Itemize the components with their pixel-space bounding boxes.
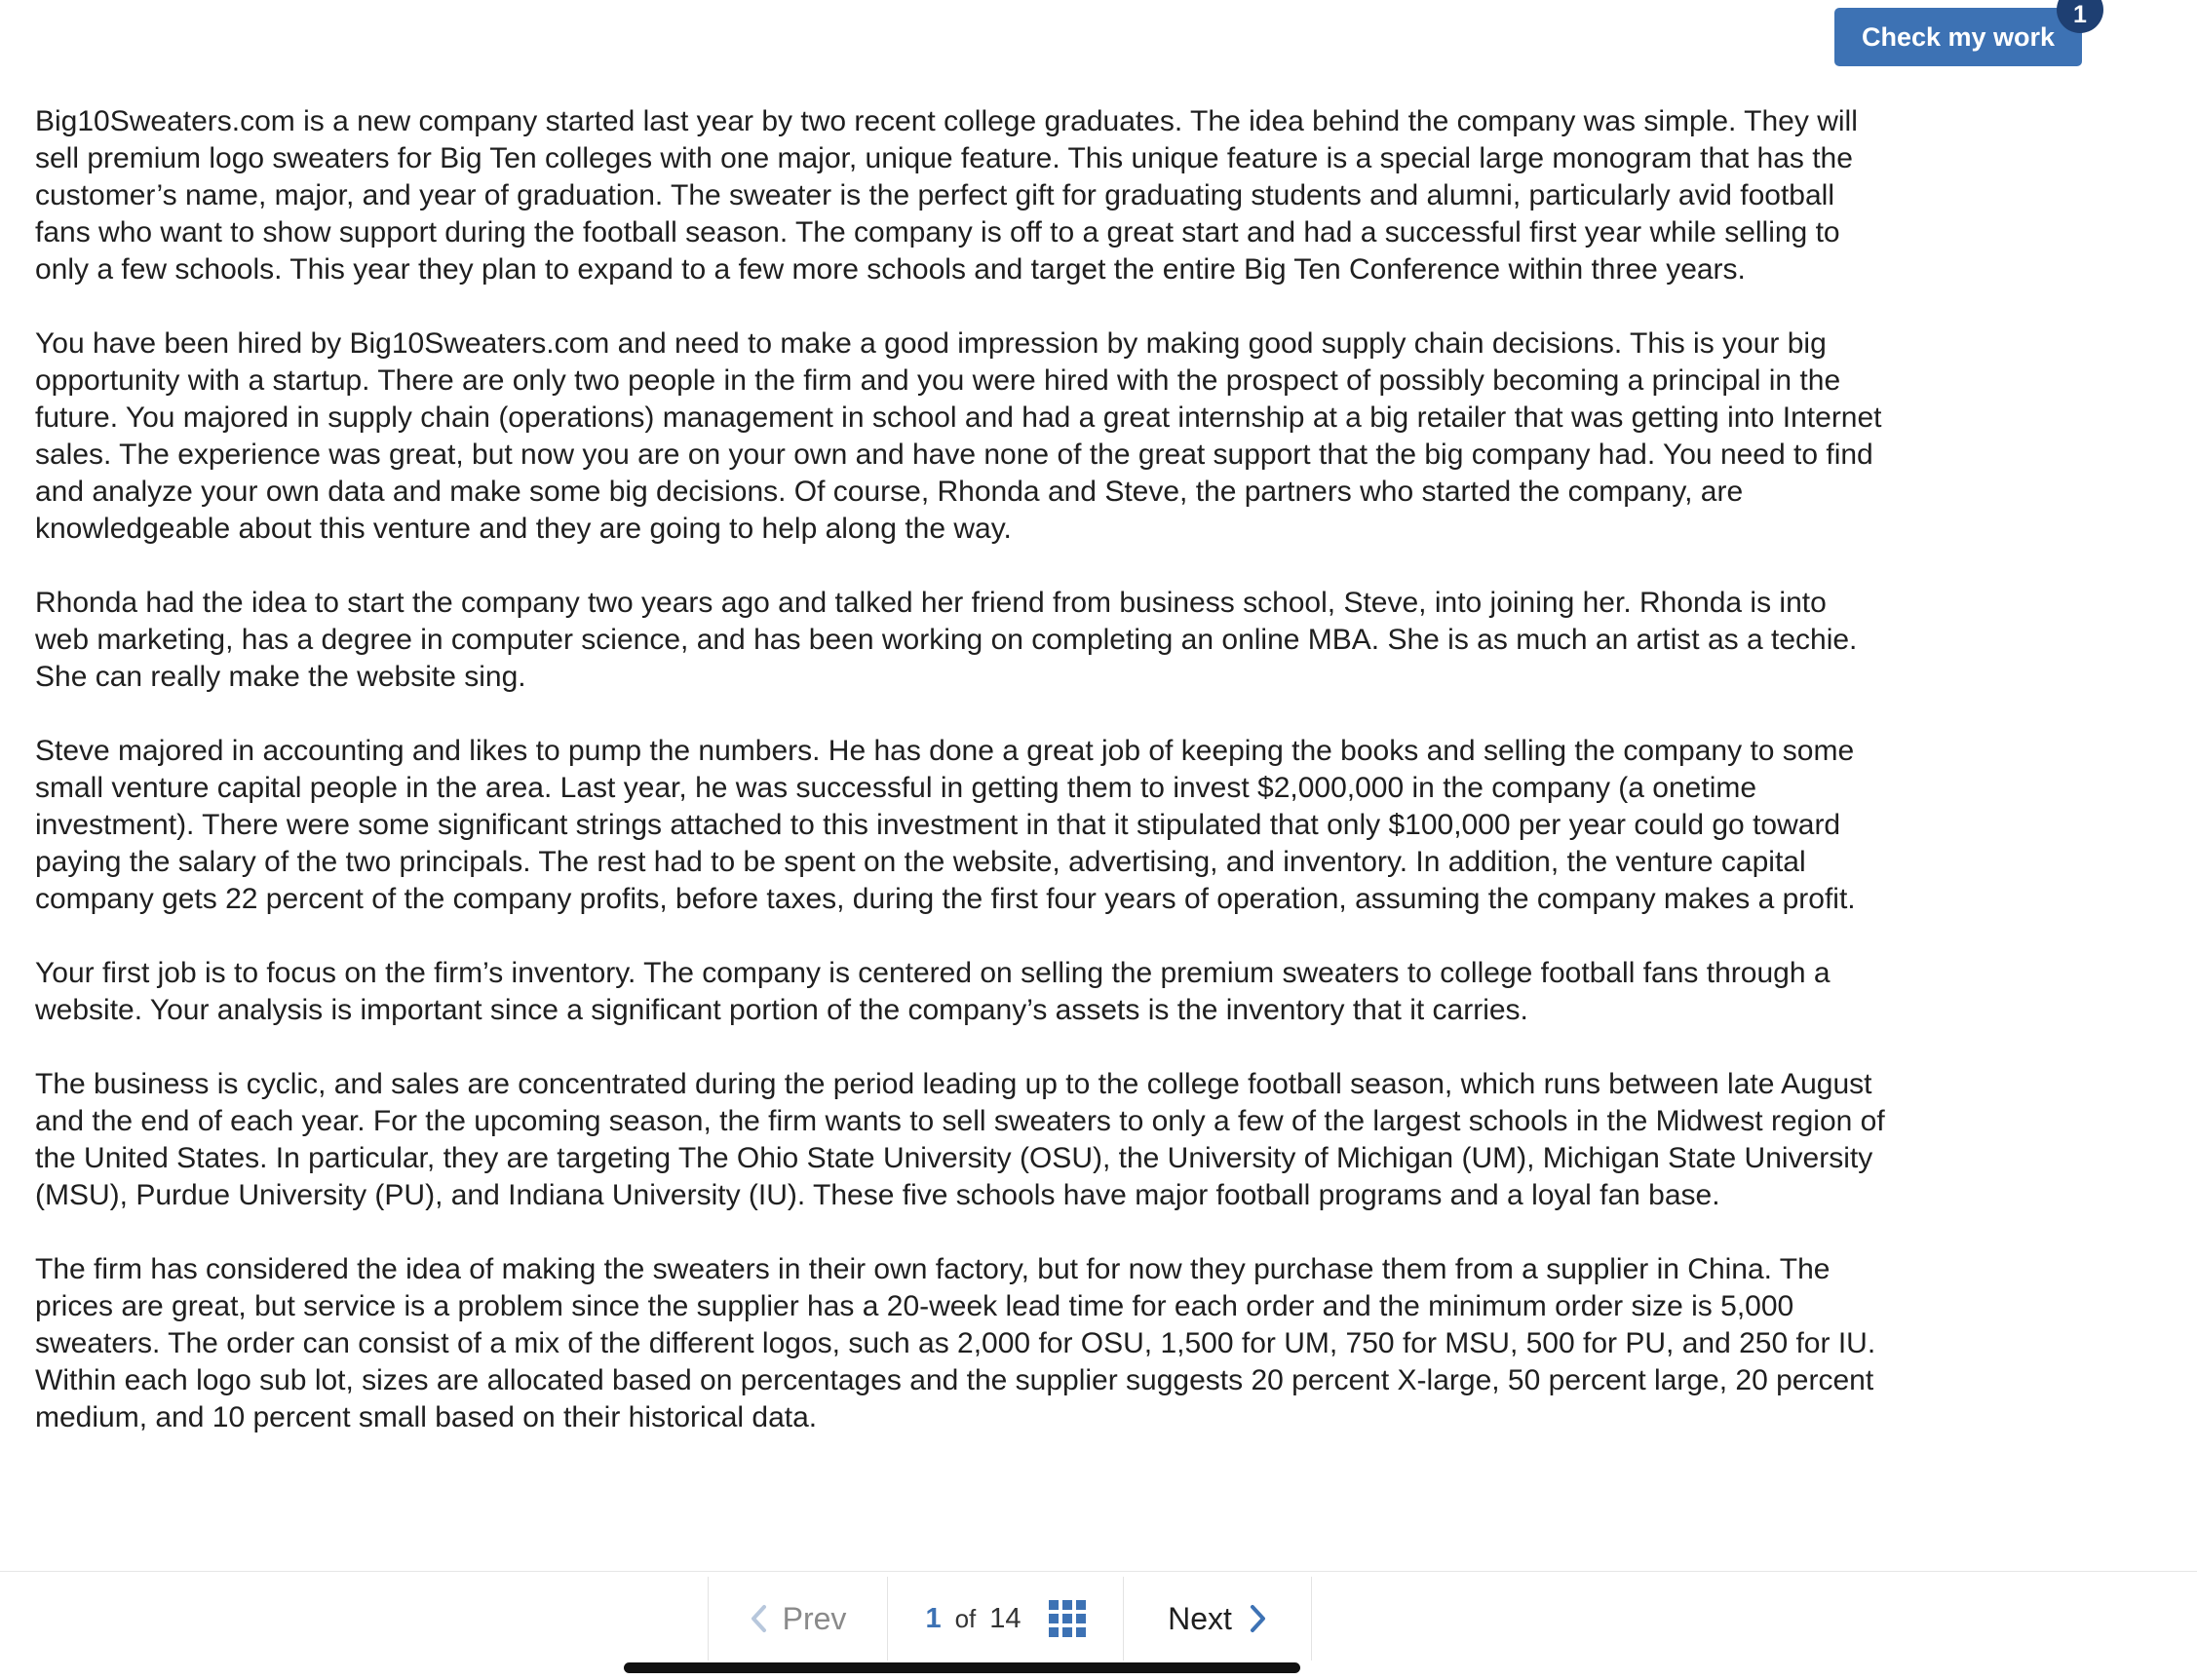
paragraph-4: Steve majored in accounting and likes to pump the numbers. He has done a great job of keeping the books and selling the company to some small venture capital people in the area. Last year, he was successful in getting them to invest $2,000,000 in the company (a onetime investment). There were some significant strings attached to this investment in that it stipulated that only $100,000 per year could go toward paying the salary of the two principals. The rest had to be spent on the website, advertising, and inventory. In addition, the venture capital company gets 22 percent of the company profits, before taxes, during the first four years of operation, assuming the company makes a profit. [35,735,1856,915]
paragraph-3: Rhonda had the idea to start the company two years ago and talked her friend from business school, Steve, into joining her. Rhonda is into web marketing, has a degree in computer science, and has been working on completing an online MBA. She is as much an artist as a techie. She can really make the website sing. [35,587,1858,693]
home-indicator [624,1662,1300,1673]
next-label: Next [1168,1600,1232,1636]
paragraph-7: The firm has considered the idea of making the sweaters in their own factory, but for now they purchase them from a supplier in China. The prices are great, but service is a problem since the supplier has a 20-week lead time for each order and the minimum order size is 5,000 sweaters. The order can consist of a mix of the different logos, such as 2,000 for OSU, 1,500 for UM, 750 for MSU, 500 for PU, and 250 for IU. Within each logo sub lot, sizes are allocated based on percentages and the supplier suggests 20 percent X-large, 50 percent large, 20 percent medium, and 10 percent small based on their historical data. [35,1253,1876,1433]
prev-label: Prev [782,1600,847,1636]
page-indicator[interactable] [887,1577,1123,1661]
chevron-left-icon [750,1604,767,1633]
next-button[interactable] [1123,1577,1312,1661]
check-my-work-button[interactable] [1834,0,2087,66]
check-badge: 1 [2057,0,2103,33]
paragraph-2: You have been hired by Big10Sweaters.com and need to make a good impression by making good supply chain decisions. This is your big opportunity with a startup. There are only two people in the firm and you were hired with the prospect of possibly becoming a principal in the future. You majored in supply chain (operations) management in school and had a great internship at a big retailer that was getting into Internet sales. The experience was great, but now you are on your own and have none of the great support that the big company had. You need to find and analyze your own data and make some big decisions. Of course, Rhonda and Steve, the partners who started the company, are knowledgeable about this venture and they are going to help along the way. [35,327,1882,545]
grid-icon[interactable] [1049,1600,1086,1637]
chevron-right-icon [1250,1604,1267,1633]
case-text [35,103,1887,1473]
paragraph-6: The business is cyclic, and sales are concentrated during the period leading up to the college football season, which runs between late August and the end of each year. For the upcoming season, the firm wants to sell sweaters to only a few of the largest schools in the Midwest region of the United States. In particular, they are targeting The Ohio State University (OSU), the University of Michigan (UM), Michigan State University (MSU), Purdue University (PU), and Indiana University (IU). These five schools have major football programs and a loyal fan base. [35,1068,1885,1211]
footer-divider [0,1571,2197,1572]
pager [708,1577,1312,1672]
paragraph-1: Big10Sweaters.com is a new company started last year by two recent college graduates. The idea behind the company was simple. They will sell premium logo sweaters for Big Ten colleges with one major, unique feature. This unique feature is a special large monogram that has the customer’s name, major, and year of graduation. The sweater is the perfect gift for graduating students and alumni, particularly avid football fans who want to show support during the football season. The company is off to a great start and had a successful first year while selling to only a few schools. This year they plan to expand to a few more schools and target the entire Big Ten Conference within three years. [35,105,1858,286]
total-pages: 14 [989,1602,1021,1634]
check-my-work-label: Check my work [1861,22,2056,52]
current-page: 1 [925,1602,942,1634]
paragraph-5: Your first job is to focus on the firm’s inventory. The company is centered on selling the premium sweaters to college football fans through a website. Your analysis is important since a significant portion of the company’s assets is the inventory that it carries. [35,957,1831,1026]
prev-button[interactable] [708,1577,887,1661]
page-of-label: of [954,1603,977,1633]
